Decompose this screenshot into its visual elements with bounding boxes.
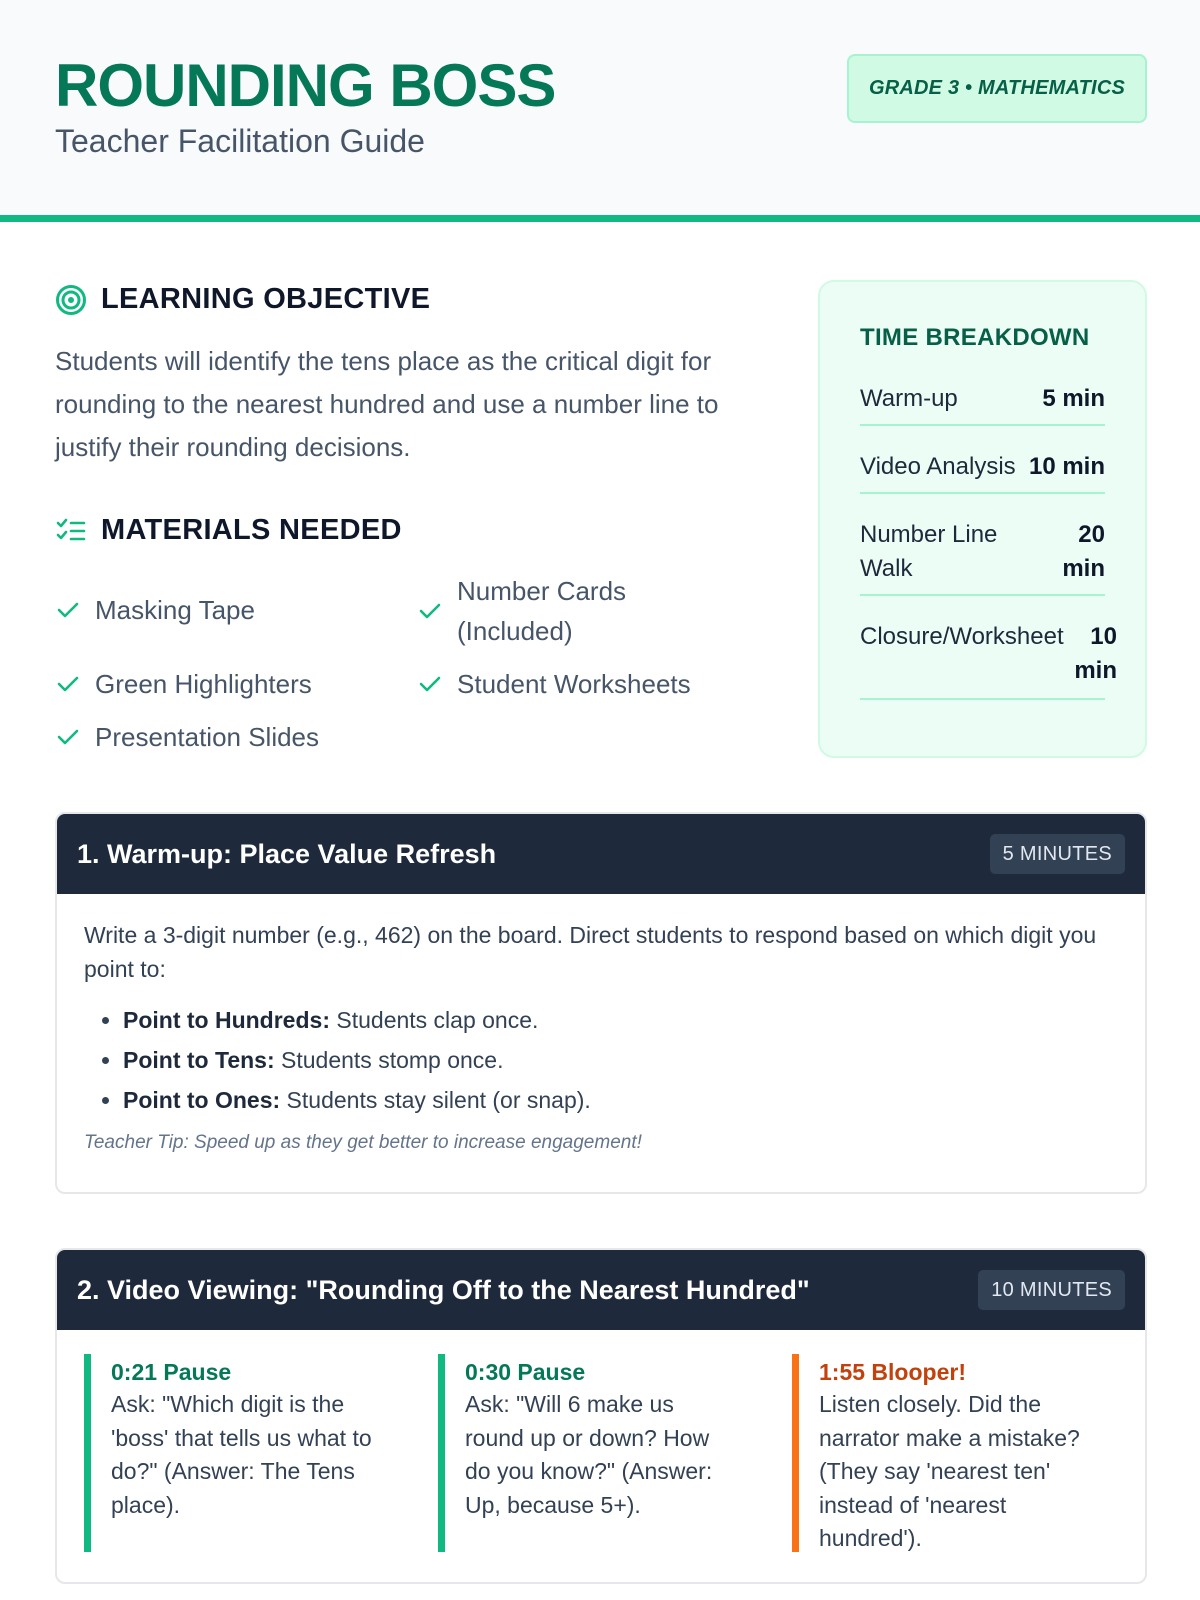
list-item: [123, 1080, 591, 1120]
target-icon: [55, 284, 87, 316]
time-row-value: 10 min: [1074, 623, 1117, 684]
time-row-value: 5 min: [1042, 385, 1105, 412]
list-item-strong: Point to Ones:: [123, 1087, 281, 1113]
time-breakdown-card: [818, 280, 1147, 758]
duration-badge: 5 MINUTES: [990, 834, 1125, 874]
material-item: [55, 664, 312, 704]
list-item-text: Students stay silent (or snap).: [280, 1087, 591, 1113]
material-label: Presentation Slides: [95, 722, 320, 752]
material-item: [417, 664, 691, 704]
time-breakdown-title: TIME BREAKDOWN: [860, 324, 1090, 351]
checklist-icon: [55, 515, 87, 547]
time-row-value: 10 min: [1028, 453, 1105, 480]
pause-point: [438, 1354, 738, 1552]
list-item-text: Students clap once.: [329, 1007, 539, 1033]
material-label: Student Worksheets: [457, 669, 691, 699]
check-icon: [55, 671, 81, 697]
duration-badge: 10 MINUTES: [978, 1270, 1125, 1310]
check-icon: [417, 598, 443, 624]
time-row: [860, 450, 1105, 494]
pause-text: Ask: "Will 6 make us round up or down? How do you know?" (Answer: Up, because 5+).: [465, 1391, 713, 1518]
objective-heading: [55, 283, 430, 316]
time-row-label: Closure/Worksheet: [860, 623, 1064, 650]
pause-text: Ask: "Which digit is the 'boss' that tells us what to do?" (Answer: The Tens place).: [111, 1391, 372, 1518]
material-label: Masking Tape: [95, 595, 255, 625]
list-item: [123, 1040, 591, 1080]
objective-text: Students will identify the tens place as the critical digit for rounding to the nearest hundred and use a number line to justify their rounding decisions.: [55, 346, 719, 462]
materials-heading-label: MATERIALS NEEDED: [101, 514, 402, 546]
objective-heading-label: LEARNING OBJECTIVE: [101, 283, 431, 315]
activity-card-warmup: [55, 812, 1147, 1194]
page-header: [0, 0, 1200, 222]
check-icon: [55, 597, 81, 623]
list-item: [123, 1000, 591, 1040]
time-row-label: Video Analysis: [860, 453, 1016, 480]
instruction-list: [97, 1000, 591, 1120]
teacher-tip: Teacher Tip: Speed up as they get better to increase engagement!: [84, 1132, 642, 1153]
pause-text: Listen closely. Did the narrator make a mistake? (They say 'nearest ten' instead of 'nearest hundred').: [819, 1391, 1080, 1551]
card-title: 2. Video Viewing: "Rounding Off to the Nearest Hundred": [77, 1275, 810, 1305]
list-item-strong: Point to Tens:: [123, 1047, 275, 1073]
material-item: [55, 717, 319, 757]
card-title: 1. Warm-up: Place Value Refresh: [77, 839, 497, 869]
card-header: [57, 1250, 1145, 1330]
check-icon: [55, 724, 81, 750]
pause-time: 1:55 Blooper!: [819, 1359, 966, 1385]
pause-time: 0:21 Pause: [111, 1359, 232, 1385]
material-item: [55, 590, 255, 630]
activity-card-video: [55, 1248, 1147, 1584]
materials-heading: [55, 514, 402, 547]
pause-time: 0:30 Pause: [465, 1359, 586, 1385]
blooper-point: [792, 1354, 1092, 1552]
card-header: [57, 814, 1145, 894]
material-label: Green Highlighters: [95, 669, 312, 699]
time-row: [860, 620, 1117, 700]
pause-point: [84, 1354, 384, 1552]
time-row-label: Number Line Walk: [860, 521, 998, 582]
material-label: Number Cards (Included): [457, 576, 627, 646]
page-title: ROUNDING BOSS: [55, 52, 556, 119]
time-row: [860, 382, 1105, 426]
time-row-label: Warm-up: [860, 385, 958, 412]
list-item-strong: Point to Hundreds:: [123, 1007, 330, 1033]
list-item-text: Students stomp once.: [274, 1047, 504, 1073]
page-subtitle: Teacher Facilitation Guide: [55, 123, 425, 159]
card-intro: Write a 3-digit number (e.g., 462) on the board. Direct students to respond based on which digit you point to:: [84, 922, 1097, 982]
time-row-value: 20 min: [1062, 521, 1105, 582]
material-item: [417, 571, 707, 651]
time-row: [860, 518, 1105, 596]
grade-badge: GRADE 3 • MATHEMATICS: [847, 54, 1147, 123]
check-icon: [417, 671, 443, 697]
